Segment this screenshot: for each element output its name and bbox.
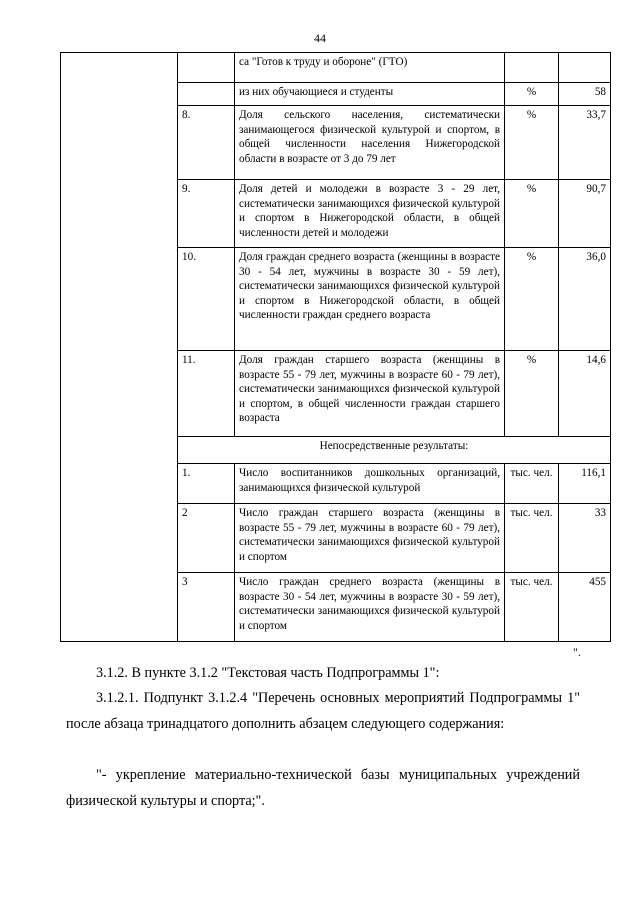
row-number: 9. [178, 180, 235, 248]
row-text: са "Готов к труду и обороне" (ГТО) [235, 53, 505, 83]
row-value: 36,0 [559, 248, 611, 351]
row-text: Число граждан среднего возраста (женщины в возрасте 30 - 54 лет, мужчины в возрасте 30 - 59 лет), систематически занимающихся физической культурой и спортом [235, 573, 505, 642]
row-text: Доля детей и молодежи в возрасте 3 - 29 лет, систематически занимающихся физической культурой и спортом в Нижегородской области, в общей численности детей и молодежи [235, 180, 505, 248]
row-value: 33 [559, 504, 611, 573]
row-unit: % [505, 180, 559, 248]
empty-left-column [61, 53, 178, 642]
row-number: 8. [178, 106, 235, 180]
row-value [559, 53, 611, 83]
row-unit: % [505, 106, 559, 180]
row-unit: тыс. чел. [505, 573, 559, 642]
table-row [61, 53, 611, 83]
row-number [178, 53, 235, 83]
closing-quote: ". [573, 645, 581, 659]
row-unit: % [505, 351, 559, 437]
row-value: 90,7 [559, 180, 611, 248]
row-value: 14,6 [559, 351, 611, 437]
row-number: 1. [178, 464, 235, 504]
row-text: из них обучающиеся и студенты [235, 83, 505, 106]
row-value: 116,1 [559, 464, 611, 504]
row-unit: % [505, 83, 559, 106]
table-subheader: Непосредственные результаты: [178, 437, 611, 464]
row-number: 10. [178, 248, 235, 351]
row-number: 2 [178, 504, 235, 573]
row-number: 11. [178, 351, 235, 437]
indicators-table [60, 52, 611, 642]
row-number [178, 83, 235, 106]
row-text: Доля граждан старшего возраста (женщины в возрасте 55 - 79 лет, мужчины в возрасте 60 - 79 лет), систематически занимающихся физической культурой и спортом, в общей численности граждан старшего возраста [235, 351, 505, 437]
row-text: Доля граждан среднего возраста (женщины в возрасте 30 - 54 лет, мужчины в возрасте 30 - 59 лет), систематически занимающихся физической культурой и спортом в Нижегородской области, в общей численности граждан среднего возраста [235, 248, 505, 351]
row-number: 3 [178, 573, 235, 642]
row-value: 455 [559, 573, 611, 642]
paragraph-item-3-1-2: 3.1.2. В пункте 3.1.2 "Текстовая часть Подпрограммы 1": [96, 665, 440, 681]
row-text: Число граждан старшего возраста (женщины в возрасте 55 - 79 лет, мужчины в возрасте 60 - 79 лет), систематически занимающихся физической культурой и спортом [235, 504, 505, 573]
row-unit: тыс. чел. [505, 504, 559, 573]
row-unit: тыс. чел. [505, 464, 559, 504]
row-value: 58 [559, 83, 611, 106]
row-text: Доля сельского населения, систематически занимающегося физической культурой и спортом, в общей численности населения Нижегородской области в возрасте от 3 до 79 лет [235, 106, 505, 180]
row-unit: % [505, 248, 559, 351]
row-value: 33,7 [559, 106, 611, 180]
paragraph-item-3-1-2-1: 3.1.2.1. Подпункт 3.1.2.4 "Перечень основных мероприятий Подпрограммы 1" после абзаца тринадцатого дополнить абзацем следующего содержания: [66, 690, 580, 732]
row-text: Число воспитанников дошкольных организаций, занимающихся физической культурой [235, 464, 505, 504]
row-unit [505, 53, 559, 83]
paragraph-inserted-text: "- укрепление материально-технической базы муниципальных учреждений физической культуры и спорта;". [66, 767, 580, 809]
page-number: 44 [314, 31, 326, 45]
